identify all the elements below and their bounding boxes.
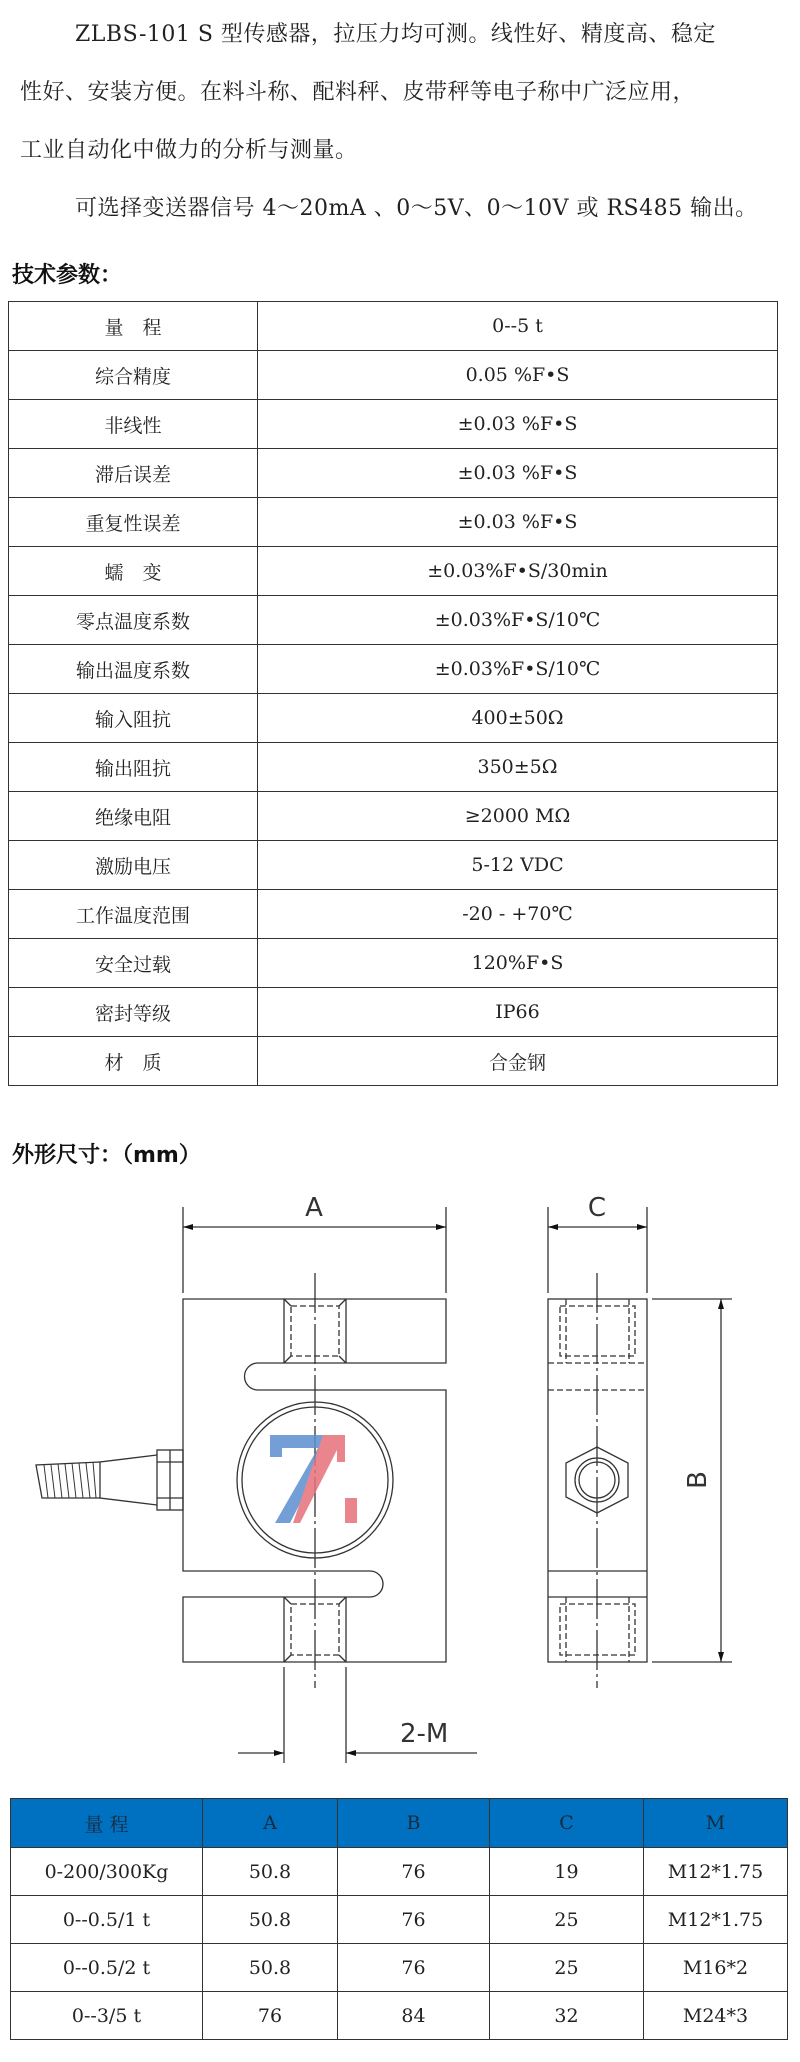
spec-key: 量 程 [9,302,258,351]
table-row [9,351,778,400]
intro-line-2: 性好、安装方便。在料斗称、配料秤、皮带秤等电子称中广泛应用， [20,80,696,105]
intro-line-1: ZLBS-101 S 型传感器，拉压力均可测。线性好、精度高、稳定 [75,22,716,47]
table-row [9,890,778,939]
spec-key: 材 质 [9,1037,258,1086]
table-row [11,1992,788,2040]
cell: M12*1.75 [644,1848,788,1896]
col-header-c: C [490,1799,644,1848]
table-row [11,1848,788,1896]
cell: 50.8 [203,1896,338,1944]
table-row [9,596,778,645]
cell: 25 [490,1896,644,1944]
cell: 76 [338,1848,490,1896]
cell: 76 [338,1944,490,1992]
spec-key: 重复性误差 [9,498,258,547]
cell: 76 [338,1896,490,1944]
spec-value: 合金钢 [258,1037,778,1086]
col-header-range: 量 程 [11,1799,203,1848]
spec-value: IP66 [258,988,778,1037]
col-header-a: A [203,1799,338,1848]
spec-key: 蠕 变 [9,547,258,596]
dimension-a-label: A [305,1193,323,1223]
dimensions-table [10,1798,788,2040]
spec-value: 0--5 t [258,302,778,351]
spec-key: 滞后误差 [9,449,258,498]
spec-value: 120%F•S [258,939,778,988]
table-row [11,1896,788,1944]
intro-line-3: 工业自动化中做力的分析与测量。 [20,138,358,163]
zl-logo-icon [270,1435,357,1523]
spec-key: 非线性 [9,400,258,449]
table-row [9,400,778,449]
table-row [9,743,778,792]
cell: 32 [490,1992,644,2040]
cell: M24*3 [644,1992,788,2040]
table-row [9,449,778,498]
table-row [9,498,778,547]
spec-table [8,301,778,1086]
spec-value: 350±5Ω [258,743,778,792]
table-header-row [11,1799,788,1848]
cell: 0--0.5/1 t [11,1896,203,1944]
table-row [9,1037,778,1086]
spec-key: 绝缘电阻 [9,792,258,841]
dimension-b-label: B [683,1471,713,1489]
spec-key: 激励电压 [9,841,258,890]
spec-key: 输出温度系数 [9,645,258,694]
cell: M12*1.75 [644,1896,788,1944]
cell: 0--0.5/2 t [11,1944,203,1992]
col-header-b: B [338,1799,490,1848]
dimension-m-label: 2-M [400,1719,449,1749]
spec-key: 密封等级 [9,988,258,1037]
intro-line-4: 可选择变送器信号 4～20mA 、0～5V、0～10V 或 RS485 输出。 [75,196,758,221]
table-row [9,792,778,841]
spec-value: ±0.03 %F•S [258,498,778,547]
table-row [9,645,778,694]
spec-key: 输出阻抗 [9,743,258,792]
table-row [9,939,778,988]
table-row [9,302,778,351]
table-row [9,988,778,1037]
cell: 0--3/5 t [11,1992,203,2040]
cell: M16*2 [644,1944,788,1992]
spec-heading: 技术参数： [12,263,123,288]
cell: 25 [490,1944,644,1992]
spec-key: 输入阻抗 [9,694,258,743]
cell: 19 [490,1848,644,1896]
spec-value: 400±50Ω [258,694,778,743]
spec-value: 5-12 VDC [258,841,778,890]
s-type-load-cell-drawing [0,1180,800,1780]
table-row [9,694,778,743]
dimensions-heading: 外形尺寸：（mm） [12,1143,201,1168]
intro-paragraph [20,6,790,238]
spec-value: 0.05 %F•S [258,351,778,400]
dimension-c-label: C [587,1193,607,1223]
table-row [9,841,778,890]
spec-value: ≥2000 MΩ [258,792,778,841]
cell: 50.8 [203,1848,338,1896]
spec-key: 综合精度 [9,351,258,400]
spec-key: 工作温度范围 [9,890,258,939]
table-row [11,1944,788,1992]
cell: 50.8 [203,1944,338,1992]
spec-value: ±0.03 %F•S [258,449,778,498]
spec-value: ±0.03 %F•S [258,400,778,449]
spec-value: ±0.03%F•S/30min [258,547,778,596]
spec-key: 零点温度系数 [9,596,258,645]
cell: 76 [203,1992,338,2040]
spec-value: ±0.03%F•S/10℃ [258,596,778,645]
spec-value: ±0.03%F•S/10℃ [258,645,778,694]
spec-value: -20 - +70℃ [258,890,778,939]
cable-connector [36,1450,183,1510]
cell: 84 [338,1992,490,2040]
col-header-m: M [644,1799,788,1848]
spec-key: 安全过载 [9,939,258,988]
table-row [9,547,778,596]
cell: 0-200/300Kg [11,1848,203,1896]
